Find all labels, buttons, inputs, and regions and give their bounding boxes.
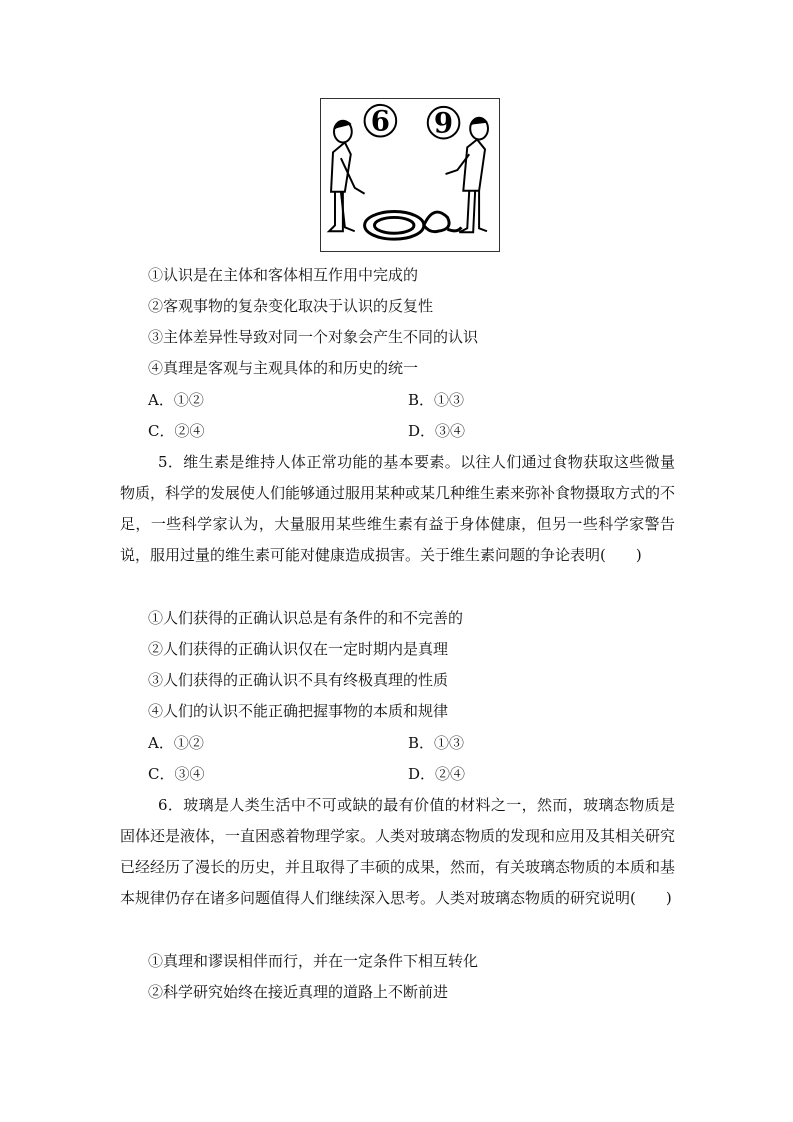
q4-choice-c[interactable]: C．②④	[148, 422, 205, 440]
q5-option-1: ①人们获得的正确认识总是有条件的和不完善的	[148, 609, 464, 627]
q5-choice-d[interactable]: D．②④	[408, 765, 466, 783]
cartoon-two-men-six-nine	[321, 99, 499, 251]
q4-choice-d[interactable]: D．③④	[408, 422, 466, 440]
q5-option-2: ②人们获得的正确认识仅在一定时期内是真理	[148, 640, 449, 658]
q5-option-3: ③人们获得的正确认识不具有终极真理的性质	[148, 671, 449, 689]
q6-stem-text: 6．玻璃是人类生活中不可或缺的最有价值的材料之一，然而，玻璃态物质是固体还是液体，一直困惑着物理学家。人类对玻璃态物质的发现和应用及其相关研究已经经历了漫长的历史，并且取得了丰硕的成果，然而，有关玻璃态物质的本质和基本规律仍存在诸多问题值得人们继续深入思考。人类对玻璃态物质的研究说明( )	[120, 796, 676, 907]
q4-option-3: ③主体差异性导致对同一个对象会产生不同的认识	[148, 328, 479, 346]
q5-stem	[120, 447, 675, 571]
q5-choice-a[interactable]: A．①②	[148, 734, 204, 752]
q4-option-2: ②客观事物的复杂变化取决于认识的反复性	[148, 297, 434, 315]
q6-stem	[120, 790, 675, 914]
q6-option-2: ②科学研究始终在接近真理的道路上不断前进	[148, 983, 449, 1001]
cartoon-figure	[320, 98, 500, 252]
figure-glyph-left: 6	[370, 104, 391, 138]
q5-choice-c[interactable]: C．③④	[148, 765, 205, 783]
q5-choice-b[interactable]: B．①③	[408, 734, 465, 752]
q4-option-4: ④真理是客观与主观具体的和历史的统一	[148, 359, 419, 377]
q6-option-1: ①真理和谬误相伴而行，并在一定条件下相互转化	[148, 952, 479, 970]
q5-stem-text: 5．维生素是维持人体正常功能的基本要素。以往人们通过食物获取这些微量物质，科学的发展使人们能够通过服用某种或某几种维生素来弥补食物摄取方式的不足，一些科学家认为，大量服用某些维生素有益于身体健康，但另一些科学家警告说，服用过量的维生素可能对健康造成损害。关于维生素问题的争论表明( )	[120, 453, 676, 564]
q4-option-1: ①认识是在主体和客体相互作用中完成的	[148, 266, 419, 284]
q4-choice-a[interactable]: A．①②	[148, 391, 204, 409]
figure-glyph-right: 9	[433, 106, 454, 140]
q4-choice-b[interactable]: B．①③	[408, 391, 465, 409]
q5-option-4: ④人们的认识不能正确把握事物的本质和规律	[148, 702, 449, 720]
